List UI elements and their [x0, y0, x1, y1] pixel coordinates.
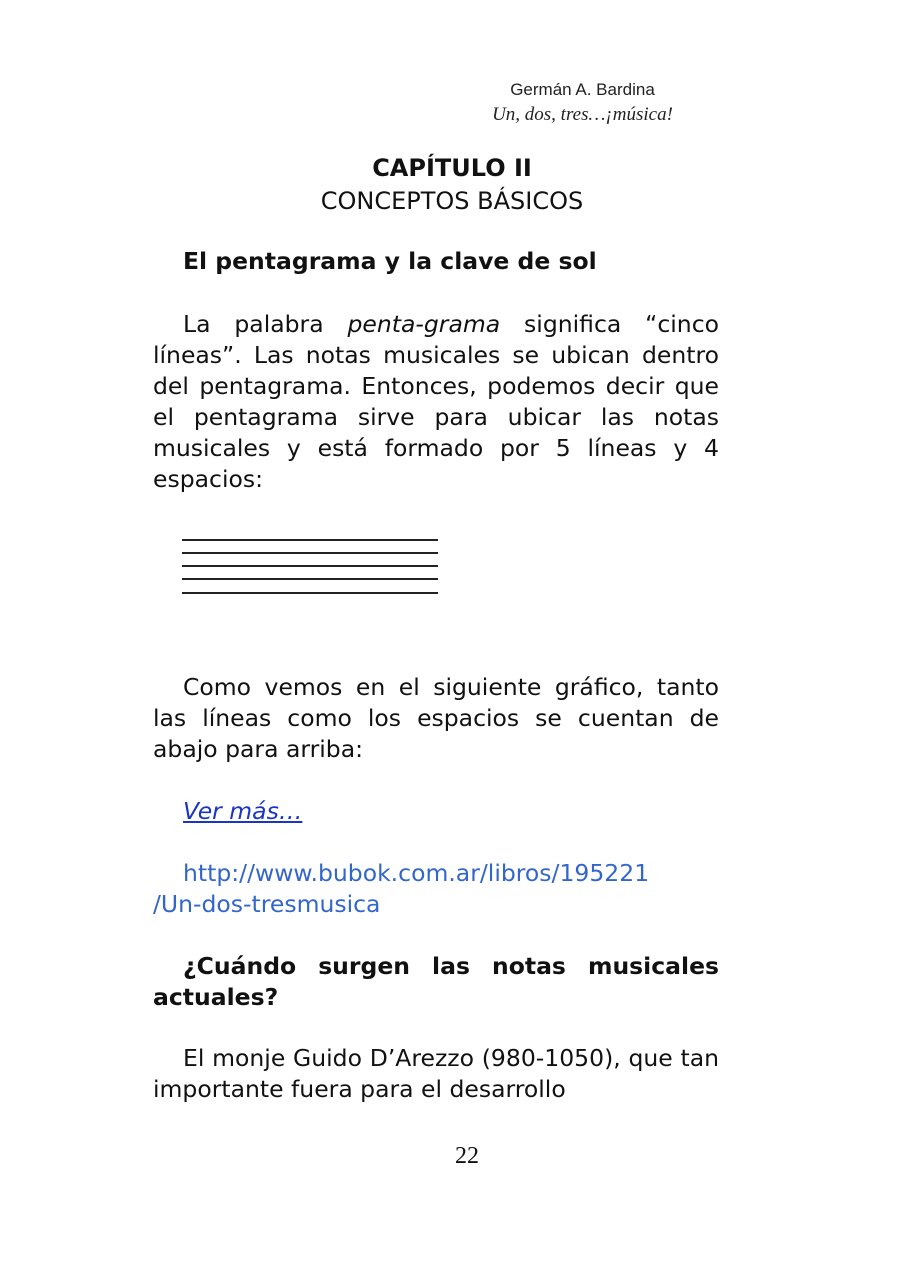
- book-url-link[interactable]: [153, 858, 719, 889]
- url-line-2[interactable]: /Un-dos-tresmusica: [153, 890, 381, 918]
- header-author: Germán A. Bardina: [510, 80, 655, 99]
- book-url-link-continued[interactable]: [153, 889, 719, 920]
- paragraph-pentagrama-definition: [153, 309, 719, 495]
- chapter-label: CAPÍTULO II: [372, 154, 532, 182]
- staff-illustration: [182, 539, 438, 599]
- section-heading-pentagrama: El pentagrama y la clave de sol: [183, 247, 597, 275]
- staff-line: [182, 539, 438, 541]
- staff-line: [182, 578, 438, 580]
- ver-mas-link[interactable]: Ver más…: [183, 797, 303, 825]
- chapter-title: CONCEPTOS BÁSICOS: [320, 187, 584, 215]
- staff-line: [182, 552, 438, 554]
- section-heading-notas: ¿Cuándo surgen las notas musicales actuales?: [153, 952, 719, 1011]
- url-line-1[interactable]: http://www.bubok.com.ar/libros/195221: [183, 859, 650, 887]
- paragraph-guido: El monje Guido D’Arezzo (980-1050), que tan importante fuera para el desarrollo: [153, 1044, 719, 1103]
- more-link-row: [153, 796, 719, 827]
- paragraph-counting: Como vemos en el siguiente gráfico, tanto las líneas como los espacios se cuentan de abajo para arriba:: [153, 673, 719, 763]
- header-book-title: Un, dos, tres…¡música!: [492, 104, 673, 125]
- paragraph-text: La palabra: [183, 310, 348, 338]
- running-header: [440, 78, 725, 128]
- emphasis-term: penta-grama: [347, 310, 501, 338]
- staff-line: [182, 565, 438, 567]
- staff-line: [182, 592, 438, 594]
- page-number: 22: [455, 1143, 479, 1169]
- paragraph-text: significa “cinco líneas”. Las notas musicales se ubican dentro del pentagrama. Entonces, podemos decir que el pentagrama sirve para ubicar las notas musicales y está formado por 5 líneas y 4 espacios:: [153, 310, 719, 493]
